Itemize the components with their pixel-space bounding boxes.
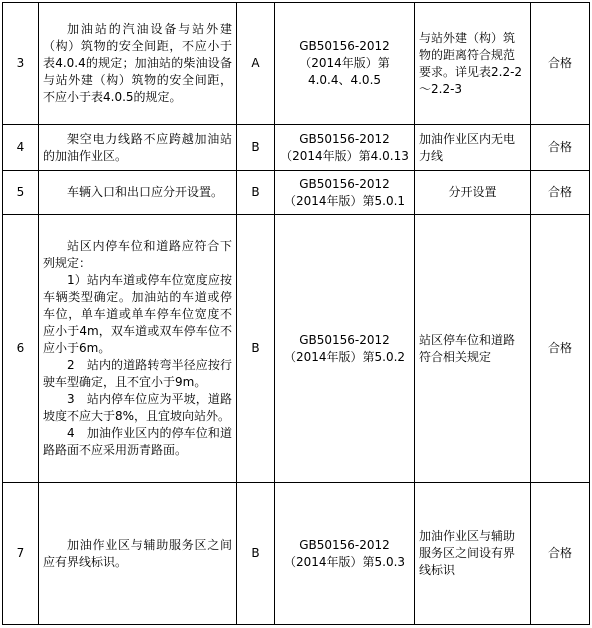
table-row — [3, 171, 590, 215]
requirement-text: 车辆入口和出口应分开设置。 — [67, 185, 224, 199]
row-number: 4 — [3, 125, 39, 171]
requirement-text: 1）站内车道或停车位宽度应按车辆类型确定。加油站的车道或停车位，单车道或单车停车位宽度不应小于4m，双车道或双车停车位不应小于6m。 — [43, 273, 232, 355]
result-cell: 合格 — [531, 171, 590, 215]
requirement-cell — [39, 125, 237, 171]
requirement-cell — [39, 3, 237, 125]
table-row — [3, 125, 590, 171]
requirement-cell — [39, 483, 237, 625]
finding-cell: 与站外建（构）筑物的距离符合规范要求。详见表2.2-2～2.2-3 — [415, 3, 531, 125]
requirement-text: 3 站内停车位应为平坡，道路坡度不应大于8%，且宜坡向站外。 — [43, 392, 232, 423]
result-cell: 合格 — [531, 125, 590, 171]
result-cell: 合格 — [531, 483, 590, 625]
finding-cell: 站区停车位和道路符合相关规定 — [415, 215, 531, 483]
table-row — [3, 3, 590, 125]
standard-cell: GB50156-2012（2014年版）第5.0.3 — [275, 483, 415, 625]
category-cell: A — [237, 3, 275, 125]
category-cell: B — [237, 125, 275, 171]
standard-cell: GB50156-2012（2014年版）第5.0.1 — [275, 171, 415, 215]
requirement-text: 架空电力线路不应跨越加油站的加油作业区。 — [43, 131, 232, 163]
requirement-text: 加油站的汽油设备与站外建（构）筑物的安全间距，不应小于表4.0.4的规定；加油站的柴油设备与站外建（构）筑物的安全间距，不应小于表4.0.5的规定。 — [43, 22, 232, 104]
requirement-cell — [39, 171, 237, 215]
category-cell: B — [237, 171, 275, 215]
row-number: 6 — [3, 215, 39, 483]
finding-cell: 加油作业区内无电力线 — [415, 125, 531, 171]
compliance-table — [2, 2, 590, 625]
standard-cell: GB50156-2012（2014年版）第4.0.13 — [275, 125, 415, 171]
row-number: 5 — [3, 171, 39, 215]
standard-cell: GB50156-2012（2014年版）第4.0.4、4.0.5 — [275, 3, 415, 125]
requirement-text: 加油作业区与辅助服务区之间应有界线标识。 — [43, 537, 232, 569]
row-number: 3 — [3, 3, 39, 125]
finding-cell: 加油作业区与辅助服务区之间设有界线标识 — [415, 483, 531, 625]
category-cell: B — [237, 483, 275, 625]
result-cell: 合格 — [531, 215, 590, 483]
category-cell: B — [237, 215, 275, 483]
standard-cell: GB50156-2012（2014年版）第5.0.2 — [275, 215, 415, 483]
table-row — [3, 483, 590, 625]
requirement-text: 4 加油作业区内的停车位和道路路面不应采用沥青路面。 — [43, 426, 232, 457]
row-number: 7 — [3, 483, 39, 625]
finding-cell: 分开设置 — [415, 171, 531, 215]
requirement-text: 站区内停车位和道路应符合下列规定： — [43, 239, 232, 270]
table-row — [3, 215, 590, 483]
requirement-cell — [39, 215, 237, 483]
result-cell: 合格 — [531, 3, 590, 125]
requirement-text: 2 站内的道路转弯半径应按行驶车型确定，且不宜小于9m。 — [43, 358, 232, 389]
